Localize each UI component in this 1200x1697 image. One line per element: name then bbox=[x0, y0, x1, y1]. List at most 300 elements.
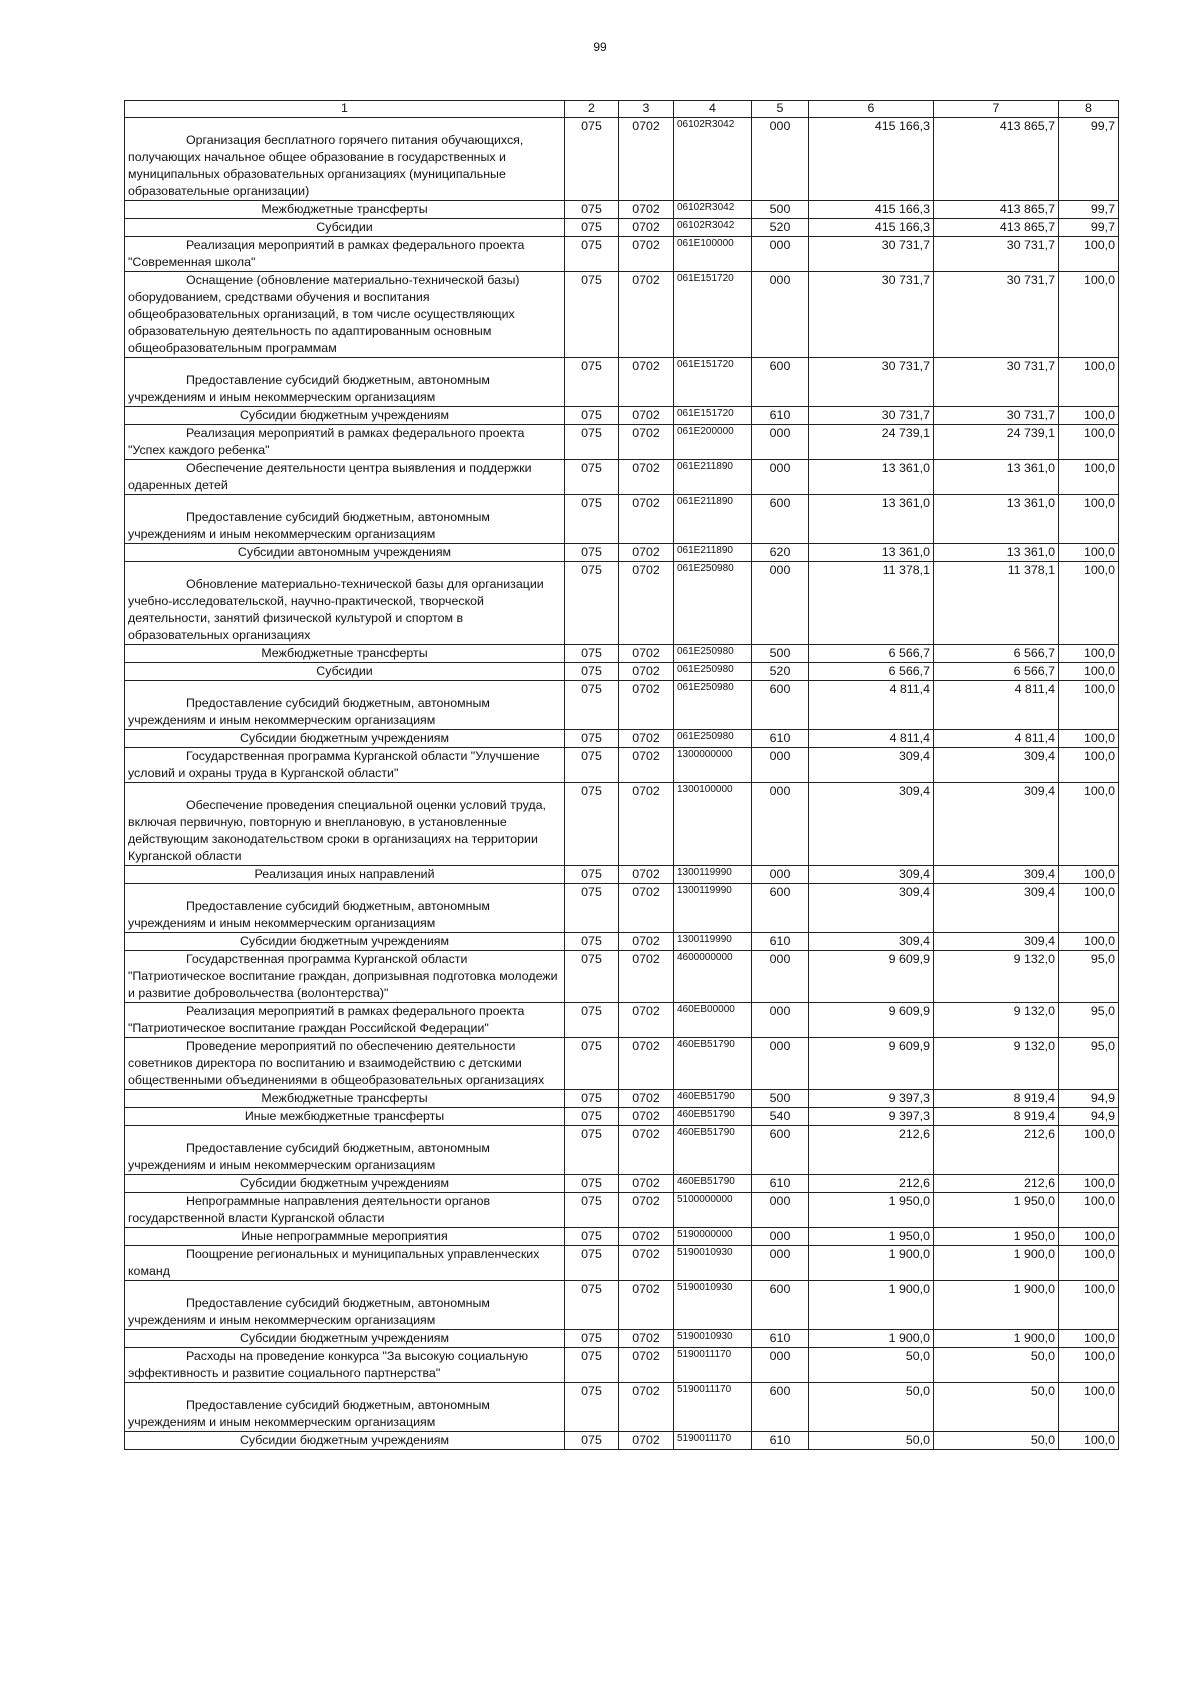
target-article: 5100000000 bbox=[674, 1193, 752, 1228]
expense-type: 540 bbox=[752, 1108, 809, 1126]
executed-amount: 11 378,1 bbox=[934, 562, 1059, 645]
planned-amount: 415 166,3 bbox=[809, 118, 934, 201]
admin-code: 075 bbox=[565, 562, 619, 645]
admin-code: 075 bbox=[565, 1003, 619, 1038]
planned-amount: 212,6 bbox=[809, 1126, 934, 1175]
table-row bbox=[125, 407, 1119, 425]
planned-amount: 309,4 bbox=[809, 783, 934, 866]
execution-percent: 100,0 bbox=[1059, 1383, 1119, 1432]
executed-amount: 30 731,7 bbox=[934, 237, 1059, 272]
admin-code: 075 bbox=[565, 1348, 619, 1383]
row-name-text: Субсидии бюджетным учреждениям bbox=[239, 934, 450, 948]
executed-amount: 9 132,0 bbox=[934, 1038, 1059, 1090]
executed-amount: 30 731,7 bbox=[934, 272, 1059, 358]
row-name-text: Субсидии bbox=[316, 220, 373, 234]
row-name bbox=[125, 748, 565, 783]
expense-type: 600 bbox=[752, 495, 809, 544]
expense-type: 000 bbox=[752, 1246, 809, 1281]
section-code: 0702 bbox=[619, 1108, 674, 1126]
row-name bbox=[125, 495, 565, 544]
planned-amount: 1 950,0 bbox=[809, 1193, 934, 1228]
row-name-text: Предоставление субсидий бюджетным, автономным учреждениям и иным некоммерческим организациям bbox=[128, 696, 490, 727]
execution-percent: 95,0 bbox=[1059, 1038, 1119, 1090]
target-article: 5190010930 bbox=[674, 1330, 752, 1348]
row-name bbox=[125, 951, 565, 1003]
planned-amount: 13 361,0 bbox=[809, 544, 934, 562]
row-name-text: Межбюджетные трансферты bbox=[261, 646, 428, 660]
section-code: 0702 bbox=[619, 237, 674, 272]
planned-amount: 1 900,0 bbox=[809, 1330, 934, 1348]
target-article: 061E250980 bbox=[674, 681, 752, 730]
target-article: 5190010930 bbox=[674, 1246, 752, 1281]
execution-percent: 94,9 bbox=[1059, 1108, 1119, 1126]
row-name bbox=[125, 1126, 565, 1175]
expense-type: 500 bbox=[752, 645, 809, 663]
row-name-text: Предоставление субсидий бюджетным, автономным учреждениям и иным некоммерческим организациям bbox=[128, 1141, 490, 1172]
planned-amount: 30 731,7 bbox=[809, 407, 934, 425]
target-article: 061E100000 bbox=[674, 237, 752, 272]
target-article: 460EB51790 bbox=[674, 1126, 752, 1175]
expense-type: 600 bbox=[752, 884, 809, 933]
admin-code: 075 bbox=[565, 407, 619, 425]
execution-percent: 99,7 bbox=[1059, 201, 1119, 219]
target-article: 5190010930 bbox=[674, 1281, 752, 1330]
table-row bbox=[125, 544, 1119, 562]
execution-percent: 100,0 bbox=[1059, 562, 1119, 645]
table-row bbox=[125, 201, 1119, 219]
execution-percent: 100,0 bbox=[1059, 460, 1119, 495]
admin-code: 075 bbox=[565, 951, 619, 1003]
admin-code: 075 bbox=[565, 201, 619, 219]
row-name-text: Государственная программа Курганской области "Патриотическое воспитание граждан, допризывная подготовка молодежи и развитие добровольчества (волонтерства)" bbox=[128, 952, 558, 1000]
table-row bbox=[125, 1330, 1119, 1348]
row-name bbox=[125, 358, 565, 407]
planned-amount: 50,0 bbox=[809, 1383, 934, 1432]
table-row bbox=[125, 562, 1119, 645]
row-name-text: Государственная программа Курганской области "Улучшение условий и охраны труда в Курганской области" bbox=[128, 749, 540, 780]
section-code: 0702 bbox=[619, 1090, 674, 1108]
planned-amount: 9 609,9 bbox=[809, 951, 934, 1003]
planned-amount: 309,4 bbox=[809, 866, 934, 884]
target-article: 061E250980 bbox=[674, 562, 752, 645]
execution-percent: 100,0 bbox=[1059, 933, 1119, 951]
row-name bbox=[125, 1432, 565, 1450]
target-article: 061E151720 bbox=[674, 358, 752, 407]
executed-amount: 30 731,7 bbox=[934, 407, 1059, 425]
executed-amount: 24 739,1 bbox=[934, 425, 1059, 460]
row-name-text: Предоставление субсидий бюджетным, автономным учреждениям и иным некоммерческим организациям bbox=[128, 510, 490, 541]
planned-amount: 415 166,3 bbox=[809, 219, 934, 237]
table-row bbox=[125, 1175, 1119, 1193]
execution-percent: 100,0 bbox=[1059, 1175, 1119, 1193]
expense-type: 610 bbox=[752, 730, 809, 748]
executed-amount: 9 132,0 bbox=[934, 1003, 1059, 1038]
planned-amount: 30 731,7 bbox=[809, 358, 934, 407]
executed-amount: 413 865,7 bbox=[934, 118, 1059, 201]
executed-amount: 212,6 bbox=[934, 1126, 1059, 1175]
expense-type: 520 bbox=[752, 219, 809, 237]
target-article: 06102R3042 bbox=[674, 201, 752, 219]
section-code: 0702 bbox=[619, 866, 674, 884]
executed-amount: 6 566,7 bbox=[934, 663, 1059, 681]
executed-amount: 4 811,4 bbox=[934, 730, 1059, 748]
row-name bbox=[125, 219, 565, 237]
planned-amount: 30 731,7 bbox=[809, 272, 934, 358]
admin-code: 075 bbox=[565, 425, 619, 460]
execution-percent: 100,0 bbox=[1059, 783, 1119, 866]
execution-percent: 100,0 bbox=[1059, 544, 1119, 562]
executed-amount: 4 811,4 bbox=[934, 681, 1059, 730]
planned-amount: 50,0 bbox=[809, 1348, 934, 1383]
row-name bbox=[125, 730, 565, 748]
target-article: 460EB51790 bbox=[674, 1175, 752, 1193]
executed-amount: 1 900,0 bbox=[934, 1246, 1059, 1281]
row-name bbox=[125, 544, 565, 562]
execution-percent: 100,0 bbox=[1059, 866, 1119, 884]
table-row bbox=[125, 1383, 1119, 1432]
target-article: 1300119990 bbox=[674, 866, 752, 884]
target-article: 061E151720 bbox=[674, 407, 752, 425]
planned-amount: 1 900,0 bbox=[809, 1281, 934, 1330]
row-name-text: Организация бесплатного горячего питания обучающихся, получающих начальное общее образование в государственных и муниципальных образовательных организациях (муниципальные образовательные организации) bbox=[128, 133, 524, 198]
row-name bbox=[125, 1175, 565, 1193]
row-name bbox=[125, 1246, 565, 1281]
row-name-text: Предоставление субсидий бюджетным, автономным учреждениям и иным некоммерческим организациям bbox=[128, 1296, 490, 1327]
section-code: 0702 bbox=[619, 1175, 674, 1193]
section-code: 0702 bbox=[619, 1383, 674, 1432]
table-row bbox=[125, 1348, 1119, 1383]
admin-code: 075 bbox=[565, 681, 619, 730]
executed-amount: 50,0 bbox=[934, 1383, 1059, 1432]
target-article: 061E250980 bbox=[674, 730, 752, 748]
expense-type: 600 bbox=[752, 358, 809, 407]
target-article: 061E250980 bbox=[674, 663, 752, 681]
expense-type: 000 bbox=[752, 237, 809, 272]
planned-amount: 309,4 bbox=[809, 748, 934, 783]
expense-type: 000 bbox=[752, 783, 809, 866]
section-code: 0702 bbox=[619, 645, 674, 663]
admin-code: 075 bbox=[565, 1330, 619, 1348]
planned-amount: 11 378,1 bbox=[809, 562, 934, 645]
row-name-text: Обеспечение деятельности центра выявления и поддержки одаренных детей bbox=[128, 461, 532, 492]
row-name bbox=[125, 237, 565, 272]
expense-type: 000 bbox=[752, 272, 809, 358]
table-row bbox=[125, 1108, 1119, 1126]
planned-amount: 50,0 bbox=[809, 1432, 934, 1450]
admin-code: 075 bbox=[565, 1432, 619, 1450]
execution-percent: 100,0 bbox=[1059, 1193, 1119, 1228]
planned-amount: 24 739,1 bbox=[809, 425, 934, 460]
planned-amount: 1 950,0 bbox=[809, 1228, 934, 1246]
admin-code: 075 bbox=[565, 1090, 619, 1108]
table-row bbox=[125, 495, 1119, 544]
table-row bbox=[125, 866, 1119, 884]
row-name bbox=[125, 681, 565, 730]
expense-type: 600 bbox=[752, 681, 809, 730]
table-row bbox=[125, 1126, 1119, 1175]
planned-amount: 9 609,9 bbox=[809, 1003, 934, 1038]
row-name bbox=[125, 884, 565, 933]
executed-amount: 1 950,0 bbox=[934, 1228, 1059, 1246]
execution-percent: 100,0 bbox=[1059, 1246, 1119, 1281]
section-code: 0702 bbox=[619, 1193, 674, 1228]
target-article: 460EB00000 bbox=[674, 1003, 752, 1038]
target-article: 061E151720 bbox=[674, 272, 752, 358]
row-name bbox=[125, 1281, 565, 1330]
table-row bbox=[125, 358, 1119, 407]
expense-type: 000 bbox=[752, 1003, 809, 1038]
row-name bbox=[125, 118, 565, 201]
section-code: 0702 bbox=[619, 1432, 674, 1450]
executed-amount: 309,4 bbox=[934, 783, 1059, 866]
row-name-text: Проведение мероприятий по обеспечению деятельности советников директора по воспитанию и взаимодействию с детскими общественными объединениями в общеобразовательных организациях bbox=[128, 1039, 545, 1087]
executed-amount: 309,4 bbox=[934, 884, 1059, 933]
execution-percent: 94,9 bbox=[1059, 1090, 1119, 1108]
planned-amount: 9 609,9 bbox=[809, 1038, 934, 1090]
table-row bbox=[125, 1228, 1119, 1246]
section-code: 0702 bbox=[619, 933, 674, 951]
header-cell: 1 bbox=[125, 101, 565, 118]
section-code: 0702 bbox=[619, 118, 674, 201]
executed-amount: 13 361,0 bbox=[934, 544, 1059, 562]
target-article: 061E200000 bbox=[674, 425, 752, 460]
admin-code: 075 bbox=[565, 460, 619, 495]
row-name bbox=[125, 783, 565, 866]
expense-type: 520 bbox=[752, 663, 809, 681]
executed-amount: 6 566,7 bbox=[934, 645, 1059, 663]
row-name bbox=[125, 1228, 565, 1246]
execution-percent: 95,0 bbox=[1059, 951, 1119, 1003]
header-cell: 2 bbox=[565, 101, 619, 118]
header-cell: 7 bbox=[934, 101, 1059, 118]
row-name bbox=[125, 425, 565, 460]
expense-type: 000 bbox=[752, 1038, 809, 1090]
expense-type: 000 bbox=[752, 562, 809, 645]
execution-percent: 100,0 bbox=[1059, 495, 1119, 544]
execution-percent: 100,0 bbox=[1059, 237, 1119, 272]
table-row bbox=[125, 884, 1119, 933]
expense-type: 610 bbox=[752, 1175, 809, 1193]
row-name-text: Субсидии бюджетным учреждениям bbox=[239, 1331, 450, 1345]
execution-percent: 95,0 bbox=[1059, 1003, 1119, 1038]
planned-amount: 9 397,3 bbox=[809, 1108, 934, 1126]
table-body bbox=[125, 118, 1119, 1450]
expense-type: 000 bbox=[752, 1228, 809, 1246]
planned-amount: 415 166,3 bbox=[809, 201, 934, 219]
admin-code: 075 bbox=[565, 1108, 619, 1126]
target-article: 460EB51790 bbox=[674, 1090, 752, 1108]
row-name-text: Предоставление субсидий бюджетным, автономным учреждениям и иным некоммерческим организациям bbox=[128, 1398, 490, 1429]
execution-percent: 100,0 bbox=[1059, 681, 1119, 730]
executed-amount: 9 132,0 bbox=[934, 951, 1059, 1003]
executed-amount: 413 865,7 bbox=[934, 219, 1059, 237]
target-article: 5190011170 bbox=[674, 1348, 752, 1383]
expense-type: 000 bbox=[752, 951, 809, 1003]
expense-type: 610 bbox=[752, 1330, 809, 1348]
section-code: 0702 bbox=[619, 1003, 674, 1038]
section-code: 0702 bbox=[619, 201, 674, 219]
executed-amount: 30 731,7 bbox=[934, 358, 1059, 407]
table-row bbox=[125, 237, 1119, 272]
row-name bbox=[125, 1348, 565, 1383]
section-code: 0702 bbox=[619, 1228, 674, 1246]
section-code: 0702 bbox=[619, 884, 674, 933]
row-name-text: Субсидии бюджетным учреждениям bbox=[239, 731, 450, 745]
row-name-text: Предоставление субсидий бюджетным, автономным учреждениям и иным некоммерческим организациям bbox=[128, 899, 490, 930]
row-name bbox=[125, 407, 565, 425]
target-article: 06102R3042 bbox=[674, 219, 752, 237]
execution-percent: 100,0 bbox=[1059, 663, 1119, 681]
section-code: 0702 bbox=[619, 562, 674, 645]
section-code: 0702 bbox=[619, 951, 674, 1003]
executed-amount: 1 950,0 bbox=[934, 1193, 1059, 1228]
admin-code: 075 bbox=[565, 358, 619, 407]
planned-amount: 13 361,0 bbox=[809, 460, 934, 495]
admin-code: 075 bbox=[565, 645, 619, 663]
table-row bbox=[125, 783, 1119, 866]
row-name-text: Межбюджетные трансферты bbox=[261, 1091, 428, 1105]
row-name bbox=[125, 866, 565, 884]
table-row bbox=[125, 1193, 1119, 1228]
execution-percent: 99,7 bbox=[1059, 219, 1119, 237]
admin-code: 075 bbox=[565, 1175, 619, 1193]
execution-percent: 100,0 bbox=[1059, 1432, 1119, 1450]
row-name bbox=[125, 1038, 565, 1090]
planned-amount: 212,6 bbox=[809, 1175, 934, 1193]
row-name bbox=[125, 1108, 565, 1126]
target-article: 1300119990 bbox=[674, 933, 752, 951]
section-code: 0702 bbox=[619, 1330, 674, 1348]
executed-amount: 50,0 bbox=[934, 1348, 1059, 1383]
section-code: 0702 bbox=[619, 1038, 674, 1090]
row-name bbox=[125, 1090, 565, 1108]
target-article: 460EB51790 bbox=[674, 1108, 752, 1126]
row-name-text: Субсидии бюджетным учреждениям bbox=[239, 408, 450, 422]
row-name-text: Поощрение региональных и муниципальных управленческих команд bbox=[128, 1247, 540, 1278]
expense-type: 600 bbox=[752, 1281, 809, 1330]
row-name-text: Расходы на проведение конкурса "За высокую социальную эффективность и развитие социального партнерства" bbox=[128, 1349, 529, 1380]
row-name-text: Иные непрограммные мероприятия bbox=[241, 1229, 448, 1243]
planned-amount: 4 811,4 bbox=[809, 730, 934, 748]
row-name-text: Непрограммные направления деятельности органов государственной власти Курганской области bbox=[128, 1194, 491, 1225]
execution-percent: 100,0 bbox=[1059, 358, 1119, 407]
admin-code: 075 bbox=[565, 272, 619, 358]
target-article: 1300119990 bbox=[674, 884, 752, 933]
table-row bbox=[125, 1003, 1119, 1038]
section-code: 0702 bbox=[619, 730, 674, 748]
execution-percent: 100,0 bbox=[1059, 748, 1119, 783]
executed-amount: 309,4 bbox=[934, 748, 1059, 783]
header-cell: 8 bbox=[1059, 101, 1119, 118]
section-code: 0702 bbox=[619, 1246, 674, 1281]
row-name-text: Реализация мероприятий в рамках федерального проекта "Современная школа" bbox=[128, 238, 525, 269]
row-name-text: Реализация иных направлений bbox=[254, 867, 435, 881]
section-code: 0702 bbox=[619, 1281, 674, 1330]
table-row bbox=[125, 1090, 1119, 1108]
row-name bbox=[125, 933, 565, 951]
admin-code: 075 bbox=[565, 748, 619, 783]
executed-amount: 1 900,0 bbox=[934, 1281, 1059, 1330]
table-row bbox=[125, 681, 1119, 730]
target-article: 4600000000 bbox=[674, 951, 752, 1003]
section-code: 0702 bbox=[619, 783, 674, 866]
planned-amount: 6 566,7 bbox=[809, 645, 934, 663]
planned-amount: 4 811,4 bbox=[809, 681, 934, 730]
execution-percent: 100,0 bbox=[1059, 884, 1119, 933]
expense-type: 610 bbox=[752, 407, 809, 425]
execution-percent: 100,0 bbox=[1059, 645, 1119, 663]
budget-table bbox=[124, 100, 1119, 1450]
table-row bbox=[125, 425, 1119, 460]
page-number: 99 bbox=[593, 40, 607, 54]
table-row bbox=[125, 1038, 1119, 1090]
row-name-text: Субсидии bbox=[316, 664, 373, 678]
executed-amount: 8 919,4 bbox=[934, 1108, 1059, 1126]
execution-percent: 100,0 bbox=[1059, 272, 1119, 358]
admin-code: 075 bbox=[565, 933, 619, 951]
target-article: 5190011170 bbox=[674, 1383, 752, 1432]
target-article: 1300000000 bbox=[674, 748, 752, 783]
expense-type: 600 bbox=[752, 1383, 809, 1432]
row-name-text: Иные межбюджетные трансферты bbox=[244, 1109, 445, 1123]
admin-code: 075 bbox=[565, 495, 619, 544]
execution-percent: 99,7 bbox=[1059, 118, 1119, 201]
execution-percent: 100,0 bbox=[1059, 1228, 1119, 1246]
admin-code: 075 bbox=[565, 1228, 619, 1246]
row-name-text: Субсидии автономным учреждениям bbox=[237, 545, 452, 559]
expense-type: 620 bbox=[752, 544, 809, 562]
section-code: 0702 bbox=[619, 495, 674, 544]
expense-type: 000 bbox=[752, 866, 809, 884]
row-name bbox=[125, 1193, 565, 1228]
row-name bbox=[125, 1330, 565, 1348]
row-name bbox=[125, 663, 565, 681]
section-code: 0702 bbox=[619, 425, 674, 460]
expense-type: 500 bbox=[752, 1090, 809, 1108]
admin-code: 075 bbox=[565, 219, 619, 237]
admin-code: 075 bbox=[565, 1126, 619, 1175]
table-row bbox=[125, 933, 1119, 951]
expense-type: 000 bbox=[752, 425, 809, 460]
execution-percent: 100,0 bbox=[1059, 1126, 1119, 1175]
row-name bbox=[125, 645, 565, 663]
row-name-text: Реализация мероприятий в рамках федерального проекта "Успех каждого ребенка" bbox=[128, 426, 525, 457]
execution-percent: 100,0 bbox=[1059, 730, 1119, 748]
table-row bbox=[125, 730, 1119, 748]
header-cell: 3 bbox=[619, 101, 674, 118]
planned-amount: 1 900,0 bbox=[809, 1246, 934, 1281]
executed-amount: 13 361,0 bbox=[934, 495, 1059, 544]
row-name-text: Предоставление субсидий бюджетным, автономным учреждениям и иным некоммерческим организациям bbox=[128, 373, 490, 404]
planned-amount: 30 731,7 bbox=[809, 237, 934, 272]
section-code: 0702 bbox=[619, 460, 674, 495]
planned-amount: 13 361,0 bbox=[809, 495, 934, 544]
expense-type: 600 bbox=[752, 1126, 809, 1175]
admin-code: 075 bbox=[565, 783, 619, 866]
table-row bbox=[125, 219, 1119, 237]
admin-code: 075 bbox=[565, 663, 619, 681]
target-article: 1300100000 bbox=[674, 783, 752, 866]
expense-type: 000 bbox=[752, 118, 809, 201]
execution-percent: 100,0 bbox=[1059, 1348, 1119, 1383]
execution-percent: 100,0 bbox=[1059, 1281, 1119, 1330]
row-name-text: Обновление материально-технической базы для организации учебно-исследовательской, научно-практической, творческой деятельности, занятий физической культурой и спортом в образовательных организациях bbox=[128, 577, 544, 642]
target-article: 5190000000 bbox=[674, 1228, 752, 1246]
table-header bbox=[125, 101, 1119, 118]
expense-type: 000 bbox=[752, 748, 809, 783]
row-name-text: Субсидии бюджетным учреждениям bbox=[239, 1176, 450, 1190]
row-name-text: Реализация мероприятий в рамках федерального проекта "Патриотическое воспитание граждан Российской Федерации" bbox=[128, 1004, 525, 1035]
